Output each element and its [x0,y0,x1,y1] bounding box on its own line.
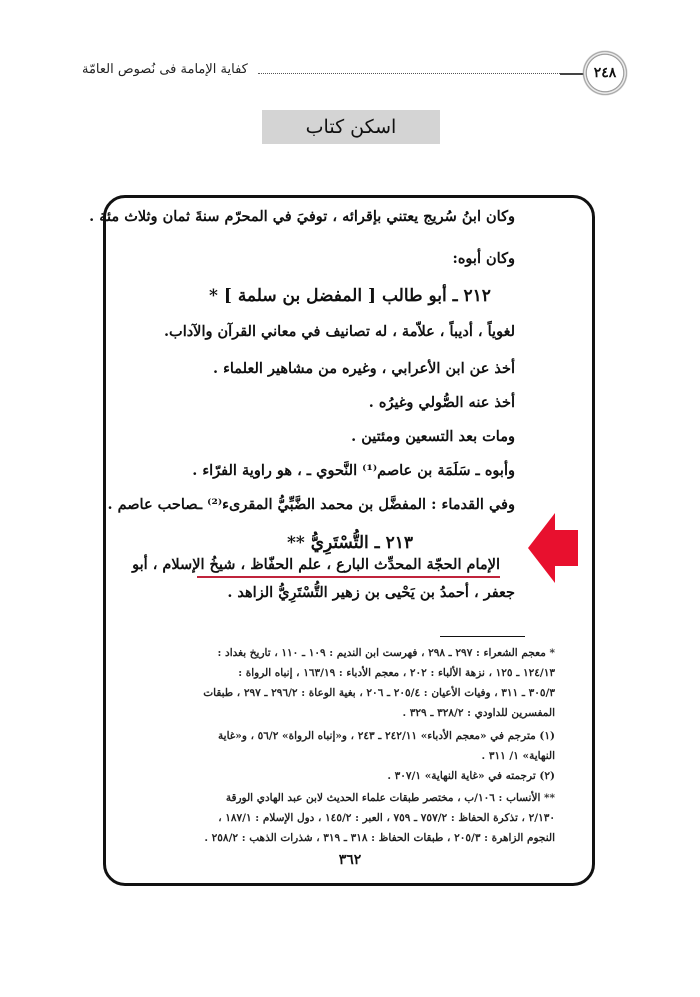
footnote-line: ** الأنساب : ١٠٦/ب ، مختصر طبقات علماء الحديث لابن عبد الهادي الورقة [225,792,555,804]
footnote-divider [440,636,525,637]
section-label: اسكن كتاب [262,110,440,144]
text-line: أخذ عنه الصُّولي وغيرُه . [368,394,515,411]
scan-page-number: ٣٦٢ [338,852,362,868]
footnote-line: ٢/١٣٠ ، تذكرة الحفاظ : ٧٥٧/٢ ـ ٧٥٩ ، العبر : ١٤٥/٢ ، دول الإسلام : ١٨٧/١ ، [218,812,555,824]
text-line: وفي القدماء : المفضَّل بن محمد الضَّبِّيُّ المقرىء⁽²⁾ ـصاحب عاصم . [107,496,515,513]
highlighted-text-line: الإمام الحجّة المحدِّث البارع ، علم الحفّاظ ، شيخُ الإسلام ، أبو [132,556,500,573]
entry-heading-213: ٢١٣ ـ التُّسْتَرِيُّ ** [287,533,413,553]
text-line: ومات بعد التسعين ومئتين . [351,428,515,445]
entry-heading-212: ٢١٢ ـ أبو طالب [ المفضل بن سلمة ] * [209,286,491,306]
book-title: كفاية الإمامة فى نُصوص العامّة [82,62,248,77]
header-divider [258,73,560,74]
footnote-line: النهاية» ١/ ٣١١ . [481,750,555,762]
text-line: وكان ابنُ سُريج يعتني بإقرائه ، توفيَ في المحرّم سنةَ ثمان وثلاث مئة . [89,208,515,225]
text-line: لغوياً ، أديباً ، علاّمة ، له تصانيف في معاني القرآن والآداب. [164,323,515,340]
text-line: جعفر ، أحمدُ بن يَحْيى بن زهير التُّسْتَرِيُّ الزاهد . [227,584,515,601]
footnote-line: (٢) ترجمته في «غاية النهاية» ٣٠٧/١ . [387,770,555,782]
red-arrow-left-icon [528,513,578,583]
footnote-line: النجوم الزاهرة : ٢٠٥/٣ ، طبقات الحفاظ : ٣١٨ ـ ٣١٩ ، شذرات الذهب : ٢٥٨/٢ . [204,832,555,844]
footnote-line: (١) مترجم في «معجم الأدباء» ٢٤٢/١١ ـ ٢٤٣ ، و«إنباه الرواة» ٥٦/٢ ، و«غاية [218,730,555,742]
text-line: وأبوه ـ سَلَمَة بن عاصم⁽¹⁾ النَّحوي ـ ، هو راوية الفرّاء . [192,462,515,479]
footnote-line: المفسرين للداودي : ٣٢٨/٢ ـ ٣٢٩ . [402,707,555,719]
footnote-line: * معجم الشعراء : ٢٩٧ ـ ٢٩٨ ، فهرست ابن النديم : ١٠٩ ـ ١١٠ ، تاريخ بغداد : [217,647,555,659]
footnote-line: ١٢٤/١٣ ـ ١٢٥ ، نزهة الألباء : ٢٠٢ ، معجم الأدباء : ١٦٣/١٩ ، إنباه الرواة : [238,667,555,679]
text-line: وكان أبوه: [452,250,515,267]
footnote-line: ٣٠٥/٣ ـ ٣١١ ، وفيات الأعيان : ٢٠٥/٤ ـ ٢٠٦ ، بغية الوعاة : ٢٩٦/٢ ـ ٢٩٧ ، طبقات [203,687,555,699]
text-line: أخذ عن ابن الأعرابي ، وغيره من مشاهير العلماء . [212,360,515,377]
page-number-badge: ٢٤٨ [582,50,628,96]
red-underline [197,576,500,578]
